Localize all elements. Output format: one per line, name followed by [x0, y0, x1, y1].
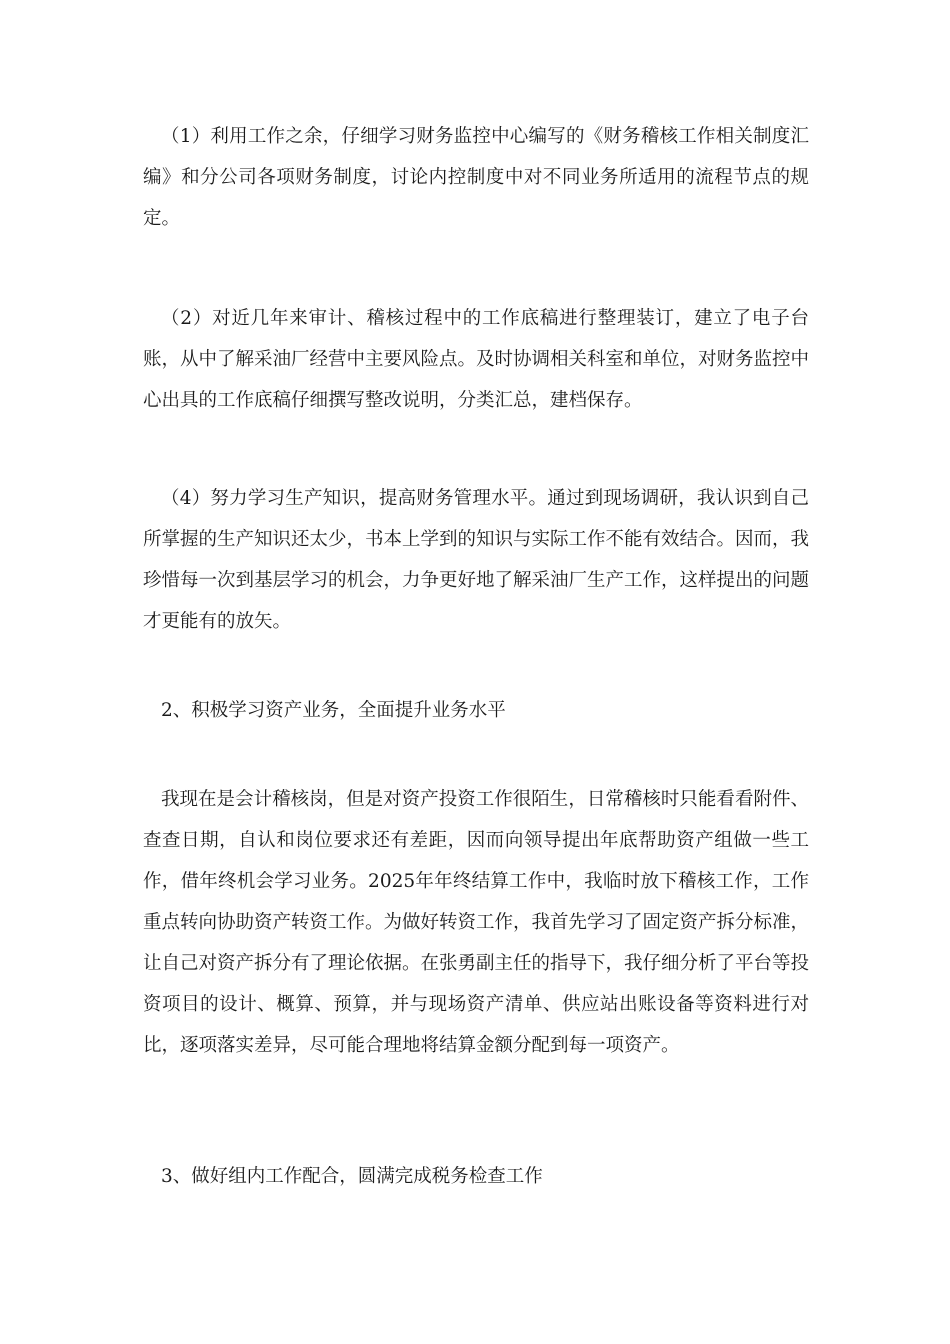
section-heading-2: 2、积极学习资产业务，全面提升业务水平: [161, 700, 506, 721]
paragraph-item-4: （4）努力学习生产知识，提高财务管理水平。通过到现场调研，我认识到自己所掌握的生产知识还太少，书本上学到的知识与实际工作不能有效结合。因而，我珍惜每一次到基层学习的机会，力争更好地了解采油厂生产工作，这样提出的问题才更能有的放矢。: [143, 488, 810, 632]
section-heading-3: 3、做好组内工作配合，圆满完成税务检查工作: [161, 1166, 543, 1187]
paragraph-item-2: （2）对近几年来审计、稽核过程中的工作底稿进行整理装订，建立了电子台账，从中了解采油厂经营中主要风险点。及时协调相关科室和单位，对财务监控中心出具的工作底稿仔细撰写整改说明，分类汇总，建档保存。: [143, 308, 810, 411]
paragraph-asset-work: 我现在是会计稽核岗，但是对资产投资工作很陌生，日常稽核时只能看看附件、查查日期，自认和岗位要求还有差距，因而向领导提出年底帮助资产组做一些工作，借年终机会学习业务。2025年年终结算工作中，我临时放下稽核工作，工作重点转向协助资产转资工作。为做好转资工作，我首先学习了固定资产拆分标准，让自己对资产拆分有了理论依据。在张勇副主任的指导下，我仔细分析了平台等投资项目的设计、概算、预算，并与现场资产清单、供应站出账设备等资料进行对比，逐项落实差异，尽可能合理地将结算金额分配到每一项资产。: [143, 789, 810, 1056]
paragraph-item-1: （1）利用工作之余，仔细学习财务监控中心编写的《财务稽核工作相关制度汇编》和分公司各项财务制度，讨论内控制度中对不同业务所适用的流程节点的规定。: [143, 126, 809, 229]
